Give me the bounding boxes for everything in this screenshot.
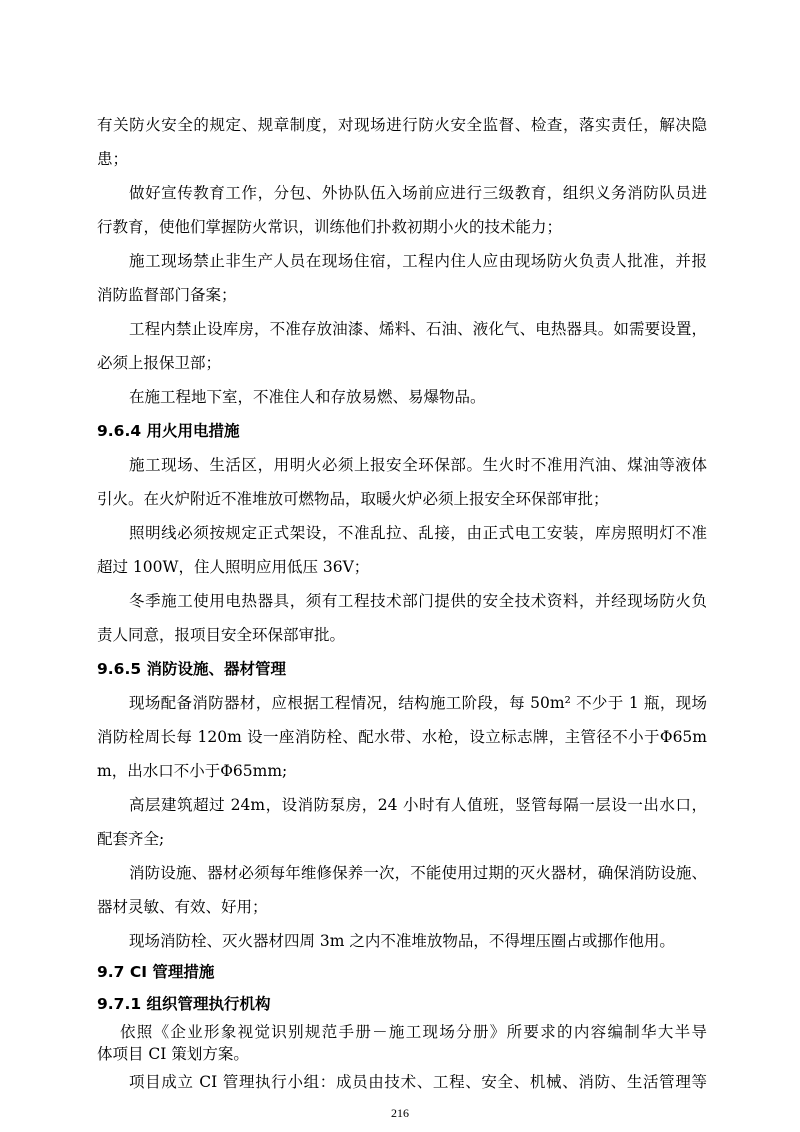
paragraph-line: 现场消防栓、灭火器材四周 3m 之内不准堆放物品，不得埋压圈占或挪作他用。	[129, 932, 675, 950]
paragraph-line: 超过 100W，住人照明应用低压 36V；	[97, 558, 370, 576]
paragraph-line: 引火。在火炉附近不准堆放可燃物品，取暖火炉必须上报安全环保部审批；	[97, 490, 609, 508]
paragraph-line: 现场配备消防器材，应根据工程情况，结构施工阶段，每 50m² 不少于 1 瓶，现场	[129, 694, 707, 712]
paragraph-line: 依照《企业形象视觉识别规范手册－施工现场分册》所要求的内容编制华大半导	[120, 1023, 707, 1041]
paragraph-line: 冬季施工使用电热器具，须有工程技术部门提供的安全技术资料，并经现场防火负	[129, 592, 707, 610]
paragraph-line: 必须上报保卫部；	[97, 354, 222, 372]
paragraph-line: 消防设施、器材必须每年维修保养一次，不能使用过期的灭火器材，确保消防设施、	[129, 864, 707, 882]
section-heading: 9.6.4 用火用电措施	[97, 422, 240, 440]
paragraph-line: 消防监督部门备案；	[97, 286, 237, 304]
paragraph-line: 器材灵敏、有效、好用；	[97, 898, 268, 916]
paragraph-line: 体项目 CI 策划方案。	[97, 1045, 249, 1063]
section-heading: 9.6.5 消防设施、器材管理	[97, 660, 287, 678]
paragraph-line: 责人同意，报项目安全环保部审批。	[97, 626, 346, 644]
paragraph-line: 在施工程地下室，不准住人和存放易燃、易爆物品。	[129, 388, 486, 406]
paragraph-line: 患；	[97, 150, 129, 168]
paragraph-line: 消防栓周长每 120m 设一座消防栓、配水带、水枪，设立标志牌，主管径不小于Φ65m	[97, 728, 707, 746]
paragraph-line: 项目成立 CI 管理执行小组：成员由技术、工程、安全、机械、消防、生活管理等	[129, 1073, 707, 1091]
page-number: 216	[391, 1106, 409, 1120]
paragraph-line: 高层建筑超过 24m，设消防泵房，24 小时有人值班，竖管每隔一层设一出水口，	[129, 796, 707, 814]
paragraph-line: 有关防火安全的规定、规章制度，对现场进行防火安全监督、检查，落实责任，解决隐	[97, 116, 707, 134]
subsection-heading: 9.7.1 组织管理执行机构	[97, 995, 271, 1013]
paragraph-line: 做好宣传教育工作，分包、外协队伍入场前应进行三级教育，组织义务消防队员进	[129, 184, 707, 202]
paragraph-line: 施工现场禁止非生产人员在现场住宿，工程内住人应由现场防火负责人批准，并报	[129, 252, 707, 270]
paragraph-line: 施工现场、生活区，用明火必须上报安全环保部。生火时不准用汽油、煤油等液体	[129, 456, 707, 474]
paragraph-line: m，出水口不小于Φ65mm;	[97, 762, 288, 780]
section-heading: 9.7 CI 管理措施	[97, 963, 215, 981]
paragraph-line: 工程内禁止设库房，不准存放油漆、烯料、石油、液化气、电热器具。如需要设置，	[129, 320, 707, 338]
paragraph-line: 照明线必须按规定正式架设，不准乱拉、乱接，由正式电工安装，库房照明灯不准	[129, 524, 707, 542]
paragraph-line: 配套齐全;	[97, 830, 165, 848]
paragraph-line: 行教育，使他们掌握防火常识，训练他们扑救初期小火的技术能力；	[97, 218, 563, 236]
